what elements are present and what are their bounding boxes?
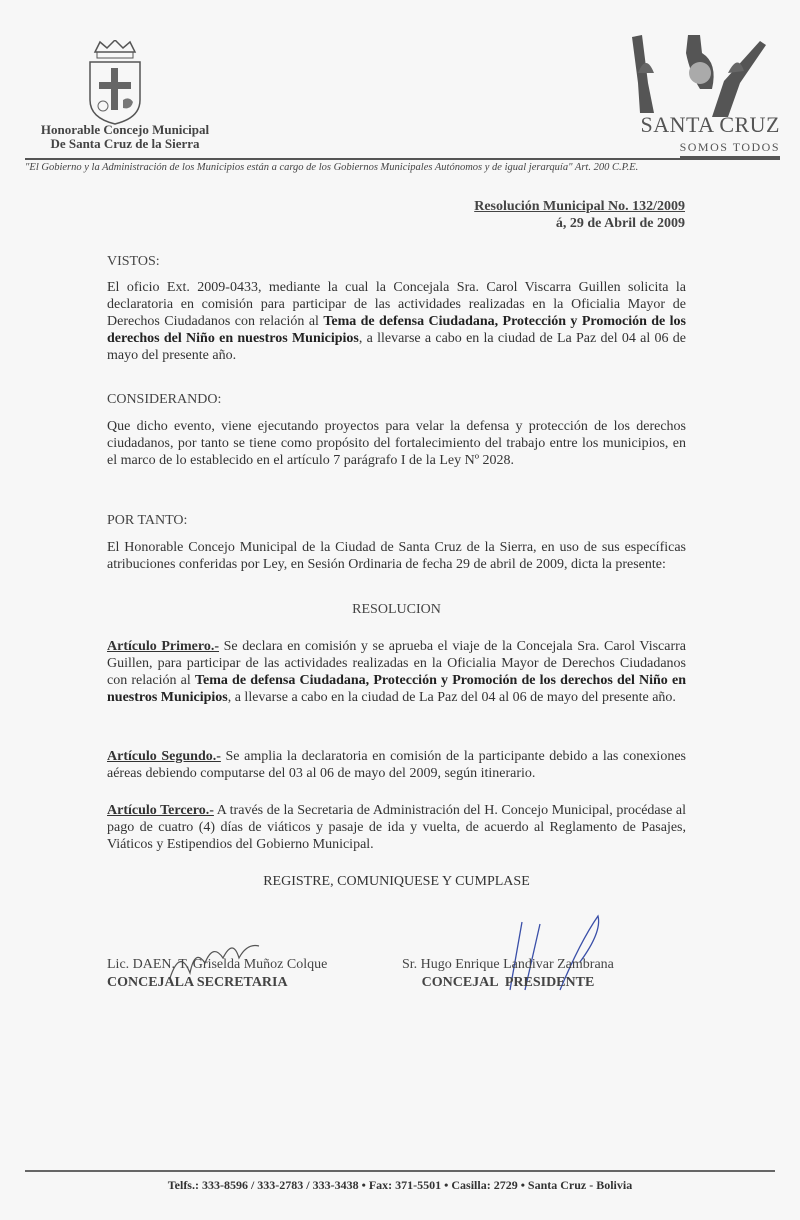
bold-text-segment: Tema de defensa Ciudadana, Protección y Promoción de los derechos del Niño en nuestros Municipios bbox=[107, 673, 686, 705]
municipal-coat-of-arms-icon bbox=[85, 40, 145, 125]
org-line-1: Honorable Concejo Municipal bbox=[40, 122, 210, 137]
text-segment: , a llevarse a cabo en la ciudad de La Paz del 04 al 06 de mayo del presente año. bbox=[227, 690, 676, 705]
text-segment: , a llevarse a cabo en la ciudad de La Paz del 04 al 06 de mayo del presente año. bbox=[107, 331, 686, 363]
secretary-name: Lic. DAEN. T. Griselda Muñoz Colque bbox=[107, 957, 328, 972]
article-heading: Artículo Tercero.- bbox=[107, 803, 214, 818]
por-tanto-heading: POR TANTO: bbox=[107, 513, 188, 528]
organization-name bbox=[20, 123, 230, 151]
footer-divider bbox=[25, 1170, 775, 1172]
articulo-primero bbox=[107, 638, 686, 706]
constitutional-motto: "El Gobierno y la Administración de los Municipios están a cargo de los Gobiernos Municipales Autónomos y de igual jerarquía" Art. 200 C.P.E. bbox=[25, 162, 639, 173]
president-name: Sr. Hugo Enrique Landivar Zambrana bbox=[402, 957, 614, 972]
text-segment: Se amplia la declaratoria en comisión de la participante debido a las conexiones aéreas debiendo computarse del 03 al 06 de mayo del 2009, según itinerario. bbox=[107, 749, 686, 781]
president-signature-block bbox=[402, 956, 614, 992]
secretary-signature-block bbox=[107, 956, 327, 992]
president-role: CONCEJAL PRESIDENTE bbox=[421, 975, 595, 990]
closing-statement: REGISTRE, COMUNIQUESE Y CUMPLASE bbox=[263, 874, 530, 889]
bold-text-segment: Tema de defensa Ciudadana, Protección y Promoción de los derechos del Niño en nuestros Municipios bbox=[107, 314, 686, 346]
article-heading: Artículo Primero.- bbox=[107, 639, 220, 654]
text-segment: A través de la Secretaria de Administración del H. Concejo Municipal, procédase al pago de cuatro (4) días de viáticos y pasaje de ida y vuelta, de acuerdo al Reglamento de Pasajes, Viáticos y Estipendios del Gobierno Municipal. bbox=[107, 803, 687, 852]
resolucion-title: RESOLUCION bbox=[352, 602, 441, 617]
considerando-paragraph bbox=[107, 418, 686, 469]
text-segment: Que dicho evento, viene ejecutando proyectos para velar la defensa y protección de los derechos ciudadanos, por tanto se tiene como propósito del fortalecimiento del trabajo entre los municipios, en el marco de lo establecido en el artículo 7 parágrafo I de la Ley Nº 2028. bbox=[107, 419, 686, 468]
header-divider bbox=[25, 158, 780, 160]
resolution-reference bbox=[474, 198, 685, 232]
considerando-heading: CONSIDERANDO: bbox=[107, 392, 222, 407]
articulo-tercero bbox=[107, 802, 686, 853]
article-heading: Artículo Segundo.- bbox=[107, 749, 221, 764]
vistos-paragraph bbox=[107, 279, 686, 364]
articulo-segundo bbox=[107, 748, 686, 782]
santa-cruz-logo-text bbox=[600, 112, 780, 158]
logo-sub-text: SOMOS TODOS bbox=[680, 140, 780, 158]
org-line-2: De Santa Cruz de la Sierra bbox=[50, 136, 200, 151]
text-segment: El oficio Ext. 2009-0433, mediante la cual la Concejala Sra. Carol Viscarra Guillen solicita la declaratoria en comisión para participar de las actividades realizadas en la Oficialia Mayor de Derechos Ciudadanos con relación al bbox=[107, 280, 686, 329]
logo-main-text: SANTA CRUZ bbox=[640, 112, 780, 137]
resolution-date: á, 29 de Abril de 2009 bbox=[555, 216, 685, 231]
santa-cruz-logo-icon bbox=[628, 33, 768, 118]
vistos-heading: VISTOS: bbox=[107, 254, 160, 269]
resolution-number: Resolución Municipal No. 132/2009 bbox=[474, 199, 685, 214]
footer-contact: Telfs.: 333-8596 / 333-2783 / 333-3438 • Fax: 371-5501 • Casilla: 2729 • Santa Cruz - Bolivia bbox=[167, 1178, 633, 1192]
secretary-role: CONCEJALA SECRETARIA bbox=[107, 975, 288, 990]
text-segment: El Honorable Concejo Municipal de la Ciudad de Santa Cruz de la Sierra, en uso de sus específicas atribuciones conferidas por Ley, en Sesión Ordinaria de fecha 29 de abril de 2009, dicta la presente: bbox=[107, 540, 686, 572]
text-segment: Se declara en comisión y se aprueba el viaje de la Concejala Sra. Carol Viscarra Guillen, para participar de las actividades realizadas en la Oficialia Mayor de Derechos Ciudadanos con relación al bbox=[107, 639, 686, 688]
por-tanto-paragraph bbox=[107, 539, 686, 573]
